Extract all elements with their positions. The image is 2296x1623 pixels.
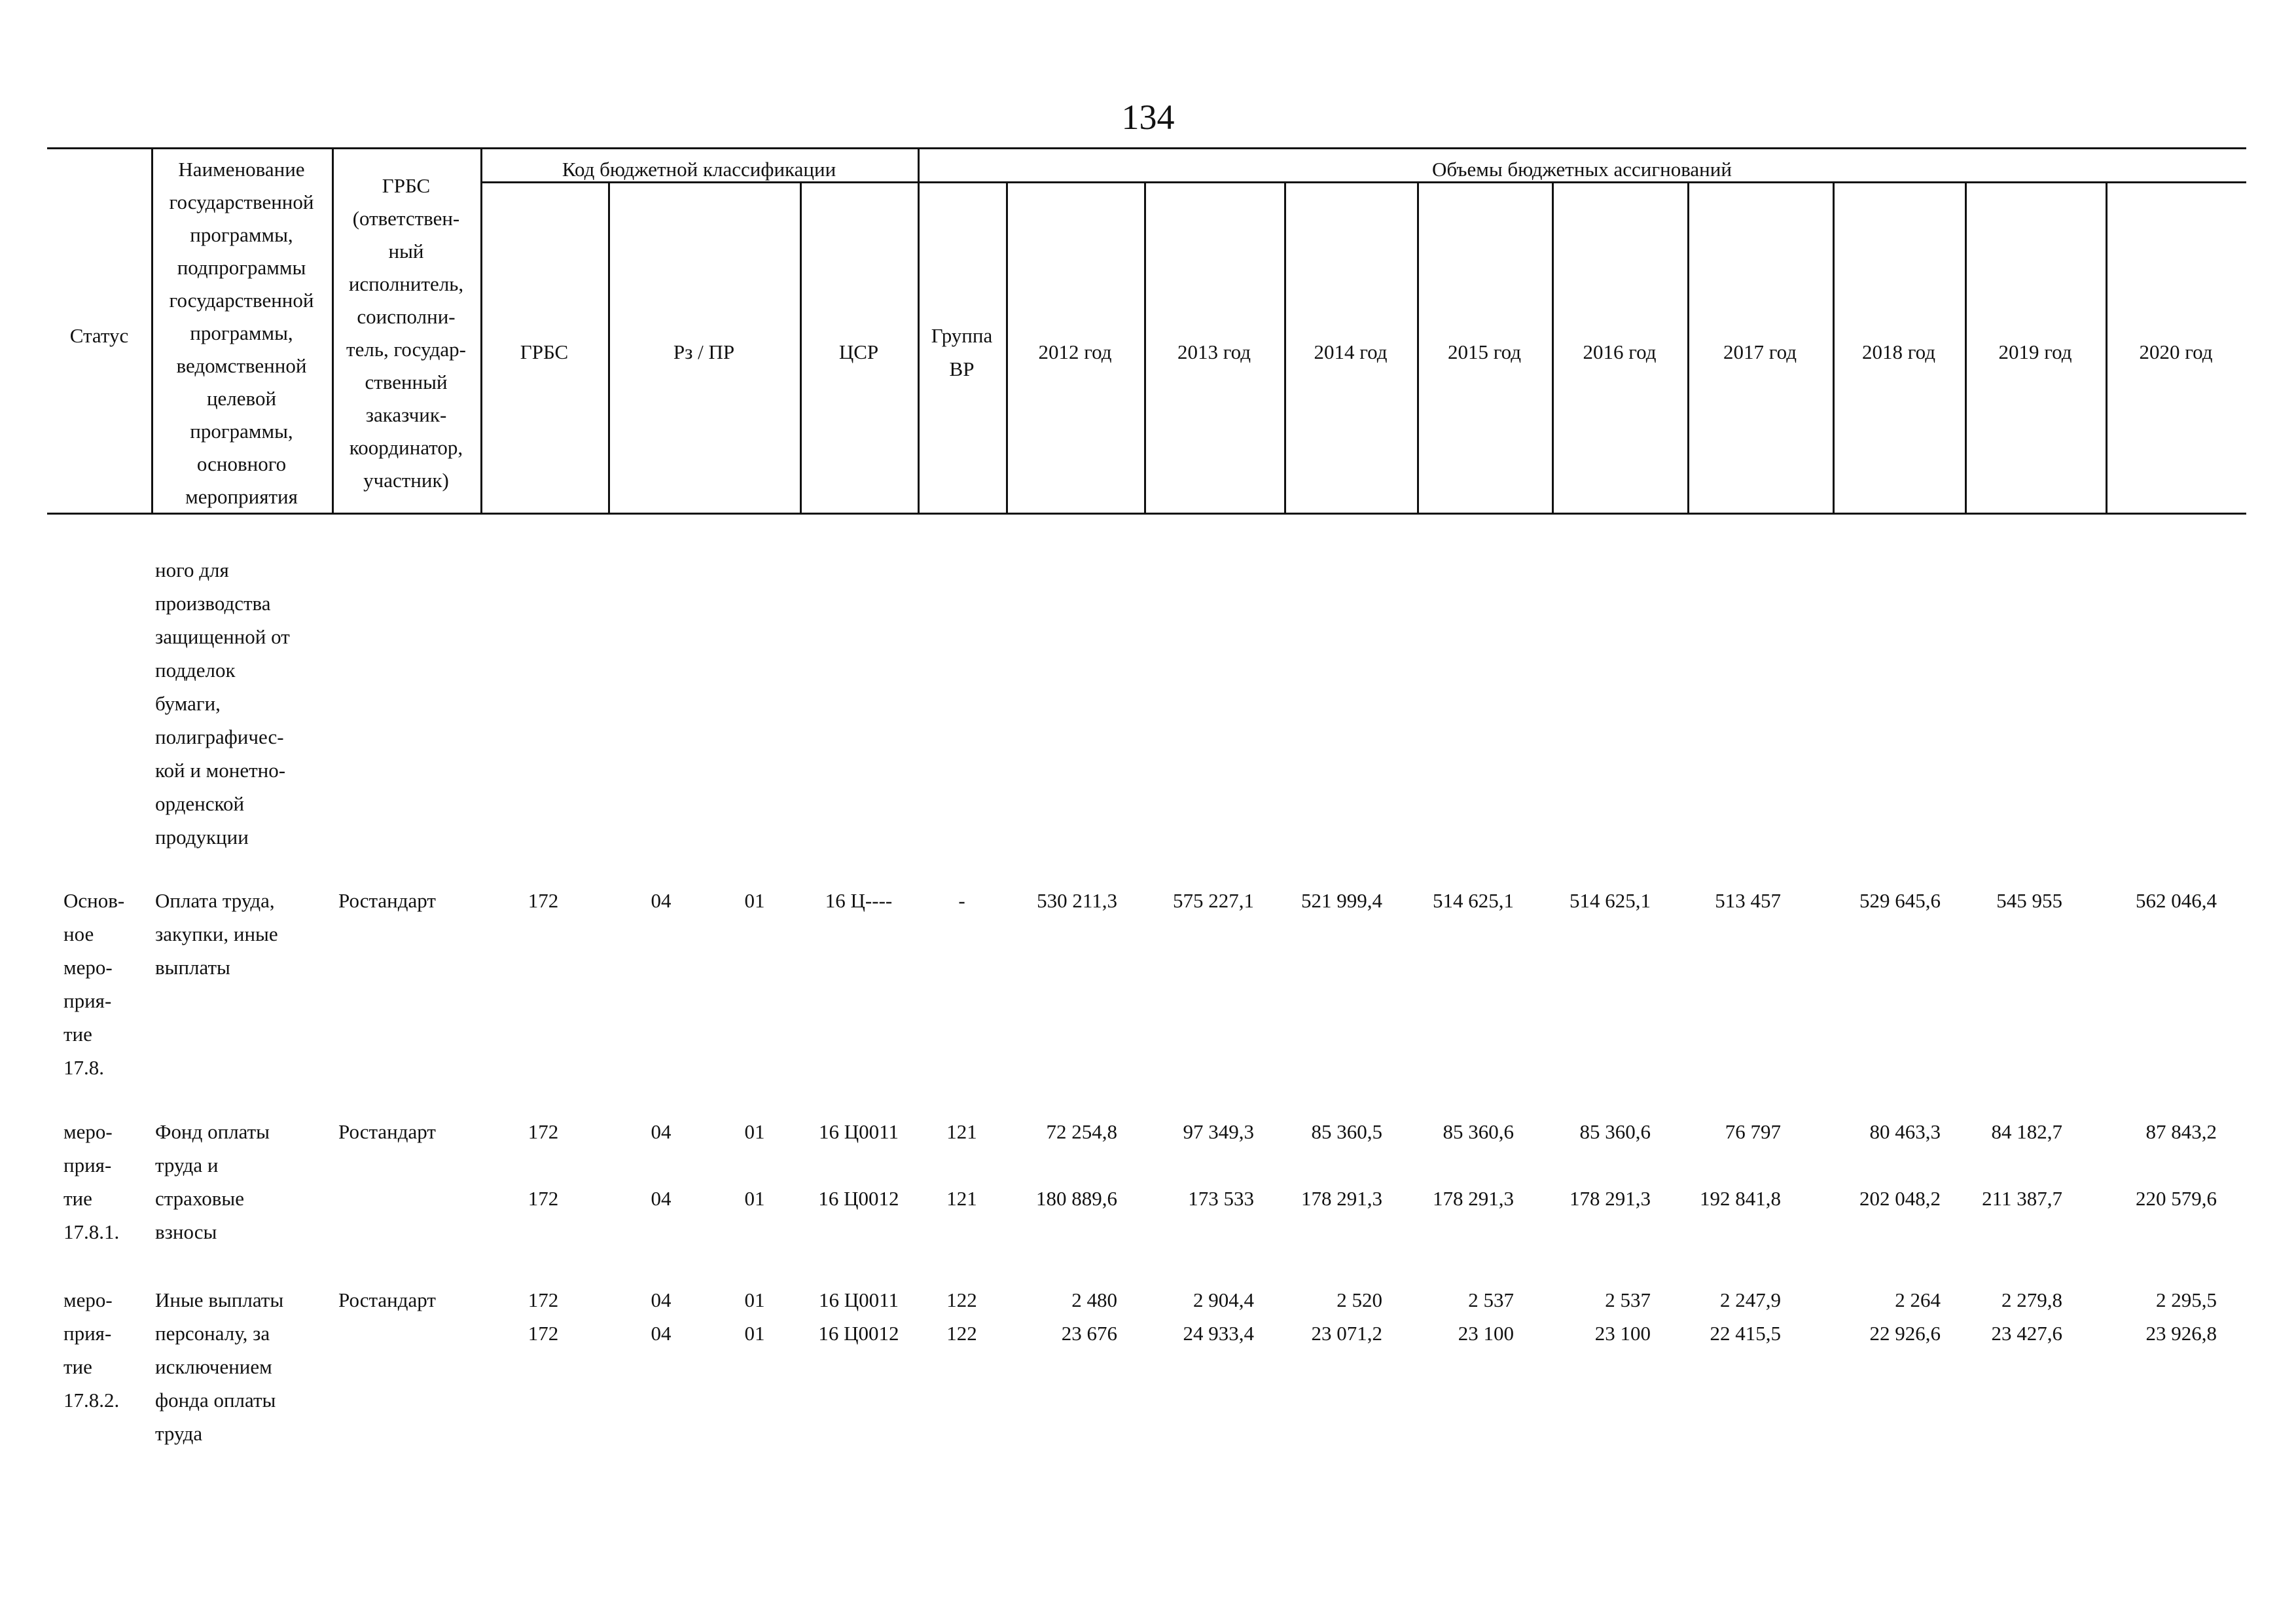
header-allocations-group: Объемы бюджетных ассигнований [1432,158,1732,181]
cell-rz: 04 [651,1288,672,1311]
cell-value: 2 537 [1468,1288,1514,1311]
cell-vr: 122 [946,1288,977,1311]
cell-grbs: 172 [528,889,559,912]
header-rz-pr: Рз / ПР [673,340,735,363]
cell-value: 178 291,3 [1570,1187,1651,1210]
row-name: Фонд оплаты труда и страховые взносы [155,1120,270,1243]
cell-grbs: 172 [528,1288,559,1311]
cell-value: 76 797 [1725,1120,1781,1143]
cell-value: 545 955 [1996,889,2062,912]
cell-value: 97 349,3 [1183,1120,1254,1143]
continued-program-name: ного для производства защищенной от подделок бумаги, полиграфичес- кой и монетно- орденской продукции [155,558,290,848]
cell-value: 530 211,3 [1037,889,1117,912]
header-year: 2015 год [1447,340,1522,363]
cell-csr: 16 Ц0011 [819,1288,899,1311]
cell-value: 85 360,5 [1311,1120,1382,1143]
cell-pr: 01 [744,1322,765,1345]
cell-value: 178 291,3 [1433,1187,1514,1210]
row-status: меро- прия- тие 17.8.2. [63,1288,120,1412]
cell-value: 72 254,8 [1046,1120,1117,1143]
cell-rz: 04 [651,1120,672,1143]
header-program-name: Наименование государственной программы, подпрограммы государственной программы, ведомственной целевой программы, основного мероприятия [169,158,314,508]
cell-rz: 04 [651,1187,672,1210]
cell-value: 2 480 [1071,1288,1117,1311]
cell-csr: 16 Ц0012 [818,1187,899,1210]
cell-pr: 01 [744,1187,765,1210]
cell-value: 2 295,5 [2156,1288,2217,1311]
cell-pr: 01 [744,889,765,912]
header-year: 2020 год [2139,340,2213,363]
row-responsible: Ростандарт [338,1120,436,1143]
header-year: 2014 год [1314,340,1388,363]
cell-value: 178 291,3 [1301,1187,1382,1210]
cell-grbs: 172 [528,1120,559,1143]
cell-value: 23 926,8 [2145,1322,2217,1345]
cell-value: 575 227,1 [1173,889,1254,912]
header-year: 2017 год [1723,340,1797,363]
cell-value: 22 415,5 [1710,1322,1781,1345]
cell-value: 2 264 [1895,1288,1941,1311]
cell-value: 23 427,6 [1991,1322,2062,1345]
cell-value: 80 463,3 [1869,1120,1941,1143]
cell-vr: - [958,889,965,912]
cell-value: 23 100 [1458,1322,1514,1345]
cell-grbs: 172 [528,1187,559,1210]
row-status: меро- прия- тие 17.8.1. [63,1120,120,1243]
cell-csr: 16 Ц---- [825,889,893,912]
cell-vr: 122 [946,1322,977,1345]
header-csr: ЦСР [838,340,879,363]
cell-value: 180 889,6 [1036,1187,1117,1210]
cell-value: 22 926,6 [1869,1322,1941,1345]
cell-value: 2 537 [1605,1288,1651,1311]
cell-value: 84 182,7 [1991,1120,2062,1143]
cell-value: 85 360,6 [1579,1120,1651,1143]
cell-value: 23 071,2 [1311,1322,1382,1345]
cell-value: 220 579,6 [2136,1187,2217,1210]
row-responsible: Ростандарт [338,1288,436,1311]
row-name: Иные выплаты персоналу, за исключением фонда оплаты труда [155,1288,284,1445]
cell-value: 513 457 [1715,889,1781,912]
header-grbs-role: ГРБС (ответствен- ный исполнитель, соисполни- тель, государ- ственный заказчик- координатор, участник) [346,174,466,492]
cell-value: 173 533 [1188,1187,1254,1210]
cell-value: 23 676 [1061,1322,1117,1345]
header-group-vr: Группа ВР [931,324,993,380]
cell-vr: 121 [946,1187,977,1210]
row-status: Основ- ное меро- прия- тие 17.8. [63,889,125,1079]
cell-pr: 01 [744,1120,765,1143]
cell-value: 2 279,8 [2001,1288,2062,1311]
header-year: 2013 год [1177,340,1251,363]
table-top-border [47,147,2246,149]
cell-value: 211 387,7 [1982,1187,2062,1210]
header-bottom-border [47,513,2246,515]
cell-value: 23 100 [1594,1322,1651,1345]
cell-value: 87 843,2 [2145,1120,2217,1143]
cell-rz: 04 [651,889,672,912]
header-year: 2012 год [1038,340,1112,363]
cell-value: 562 046,4 [2136,889,2217,912]
cell-vr: 121 [946,1120,977,1143]
header-year: 2019 год [1998,340,2072,363]
header-year: 2016 год [1583,340,1657,363]
cell-csr: 16 Ц0012 [818,1322,899,1345]
page-number: 134 [1121,98,1175,137]
cell-grbs: 172 [528,1322,559,1345]
header-grbs: ГРБС [520,340,569,363]
cell-pr: 01 [744,1288,765,1311]
row-name: Оплата труда, закупки, иные выплаты [155,889,278,979]
cell-value: 514 625,1 [1433,889,1514,912]
cell-csr: 16 Ц0011 [819,1120,899,1143]
cell-value: 2 247,9 [1720,1288,1781,1311]
cell-value: 2 520 [1336,1288,1382,1311]
cell-value: 85 360,6 [1443,1120,1514,1143]
cell-rz: 04 [651,1322,672,1345]
header-budget-code-group: Код бюджетной классификации [562,158,836,181]
cell-value: 529 645,6 [1859,889,1941,912]
cell-value: 521 999,4 [1301,889,1382,912]
row-responsible: Ростандарт [338,889,436,912]
cell-value: 24 933,4 [1183,1322,1254,1345]
header-divider [480,147,482,514]
header-year: 2018 год [1861,340,1936,363]
header-status: Статус [69,324,129,347]
cell-value: 2 904,4 [1193,1288,1254,1311]
cell-value: 202 048,2 [1859,1187,1941,1210]
cell-value: 192 841,8 [1700,1187,1781,1210]
cell-value: 514 625,1 [1570,889,1651,912]
